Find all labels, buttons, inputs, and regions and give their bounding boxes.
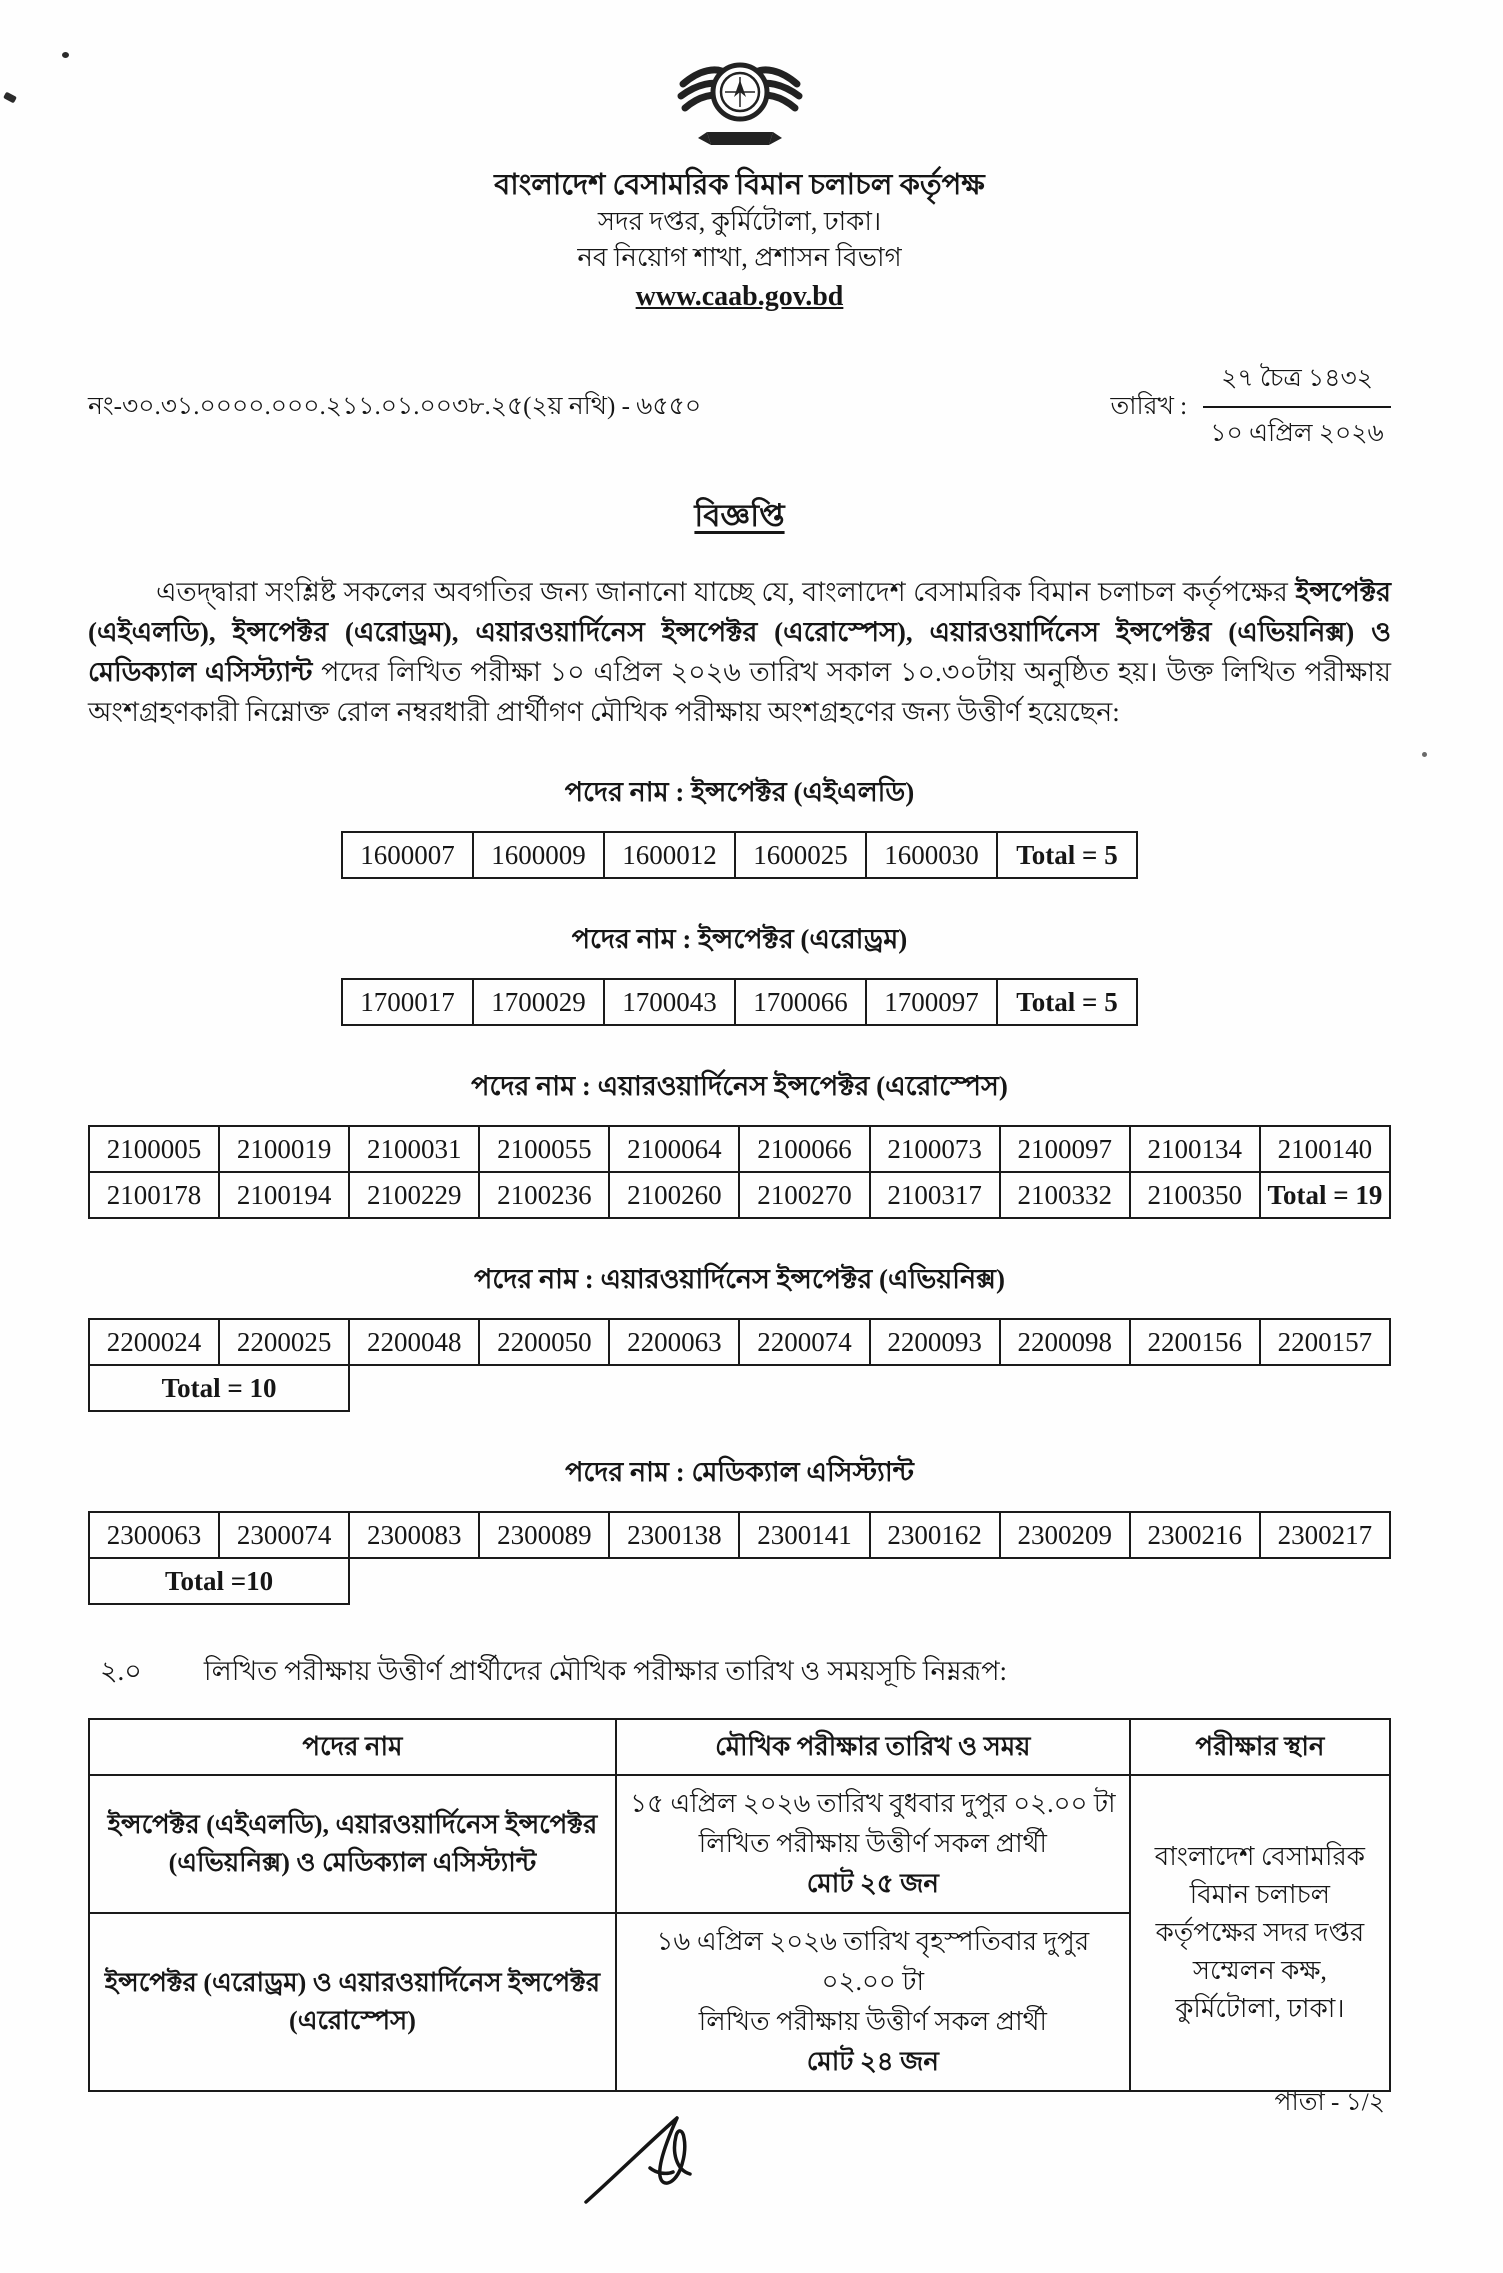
table-row: [89, 1126, 1390, 1172]
table-row: [342, 832, 1137, 878]
roll-cell: 2300209: [1000, 1512, 1130, 1558]
roll-cell: 2100236: [479, 1172, 609, 1218]
roll-cell: 2200024: [89, 1319, 219, 1365]
total-cell: Total = 5: [997, 979, 1137, 1025]
table-header-row: [89, 1719, 1390, 1775]
signature-block: [558, 2108, 1391, 2218]
roll-cell: 2100134: [1130, 1126, 1260, 1172]
roll-cell: 2100229: [349, 1172, 479, 1218]
section-title-avionics: পদের নাম : এয়ারওয়ার্দিনেস ইন্সপেক্টর (এভিয়নিক্স): [474, 1264, 1005, 1294]
venue-cell: বাংলাদেশ বেসামরিক বিমান চলাচল কর্তৃপক্ষের সদর দপ্তর সম্মেলন কক্ষ, কুর্মিটোলা, ঢাকা।: [1130, 1775, 1390, 2091]
signature-mark: [558, 2108, 728, 2213]
scan-artifact-dot: [1422, 752, 1427, 757]
letterhead: [88, 44, 1391, 316]
section-title-aerospace: পদের নাম : এয়ারওয়ার্দিনেস ইন্সপেক্টর (এরোস্পেস): [471, 1071, 1008, 1101]
viva-note: লিখিত পরীক্ষায় উত্তীর্ণ সকল প্রার্থী: [698, 2007, 1047, 2036]
roll-cell: 2100317: [870, 1172, 1000, 1218]
intro-text-2: পদের লিখিত পরীক্ষা ১০ এপ্রিল ২০২৬ তারিখ সকাল ১০.৩০টায় অনুষ্ঠিত হয়। উক্ত লিখিত পরীক্ষায় অংশগ্রহণকারী নিম্নোক্ত রোল নম্বরধারী প্রার্থীগণ মৌখিক পরীক্ষায় অংশগ্রহণের জন্য উত্তীর্ণ হয়েছেন:: [88, 657, 1391, 727]
roll-cell: 2300141: [739, 1512, 869, 1558]
candidate-count: মোট ২৪ জন: [806, 2047, 939, 2076]
roll-cell: 2100031: [349, 1126, 479, 1172]
table-row: [89, 1775, 1390, 1913]
memo-number: নং-৩০.৩১.০০০০.০০০.২১১.০১.০০৩৮.২৫(২য় নথি) - ৬৫৫০: [88, 392, 702, 420]
empty-cell: [349, 1558, 1390, 1604]
date-bengali: ২৭ চৈত্র ১৪৩২: [1203, 358, 1391, 408]
date-block: [1111, 358, 1391, 456]
roll-cell: 2300138: [609, 1512, 739, 1558]
roll-table-aerospace: [88, 1125, 1391, 1219]
roll-cell: 1600012: [604, 832, 735, 878]
roll-cell: 2100005: [89, 1126, 219, 1172]
intro-paragraph: [88, 572, 1391, 732]
column-header-datetime: মৌখিক পরীক্ষার তারিখ ও সময়: [616, 1719, 1130, 1775]
notice-title: বিজ্ঞপ্তি: [694, 498, 785, 533]
table-row: [89, 1558, 1390, 1604]
roll-cell: 2100350: [1130, 1172, 1260, 1218]
empty-cell: [349, 1365, 1390, 1411]
roll-cell: 2200098: [1000, 1319, 1130, 1365]
roll-cell: 2300217: [1260, 1512, 1390, 1558]
viva-note: লিখিত পরীক্ষায় উত্তীর্ণ সকল প্রার্থী: [698, 1829, 1047, 1858]
org-branch: নব নিয়োগ শাখা, প্রশাসন বিভাগ: [577, 243, 902, 272]
viva-schedule-table: [88, 1718, 1391, 2092]
roll-cell: 1600009: [473, 832, 604, 878]
roll-cell: 1700043: [604, 979, 735, 1025]
table-row: [89, 1319, 1390, 1365]
roll-table-aeld: [341, 831, 1138, 879]
roll-cell: 2100270: [739, 1172, 869, 1218]
date-stack: [1203, 358, 1391, 456]
roll-cell: 1700029: [473, 979, 604, 1025]
roll-cell: 1700017: [342, 979, 473, 1025]
table-row: [89, 1512, 1390, 1558]
roll-table-avionics: [88, 1318, 1391, 1412]
roll-cell: 2300089: [479, 1512, 609, 1558]
roll-cell: 1700066: [735, 979, 866, 1025]
table-row: [342, 979, 1137, 1025]
roll-cell: 2200048: [349, 1319, 479, 1365]
roll-cell: 2200074: [739, 1319, 869, 1365]
org-address: সদর দপ্তর, কুর্মিটোলা, ঢাকা।: [597, 207, 882, 236]
roll-cell: 2100178: [89, 1172, 219, 1218]
datetime-cell: [616, 1913, 1130, 2091]
schedule-intro: [88, 1651, 1391, 1696]
viva-date: ১৫ এপ্রিল ২০২৬ তারিখ বুধবার দুপুর ০২.০০ টা: [630, 1789, 1116, 1818]
viva-date: ১৬ এপ্রিল ২০২৬ তারিখ বৃহস্পতিবার দুপুর ০২.০০ টা: [656, 1927, 1090, 1996]
posts-cell: ইন্সপেক্টর (এইএলডি), এয়ারওয়ার্দিনেস ইন্সপেক্টর (এভিয়নিক্স) ও মেডিক্যাল এসিস্ট্যান্ট: [89, 1775, 616, 1913]
total-cell: Total = 5: [997, 832, 1137, 878]
total-cell: Total = 19: [1260, 1172, 1390, 1218]
org-name: বাংলাদেশ বেসামরিক বিমান চলাচল কর্তৃপক্ষ: [494, 169, 985, 201]
date-label: তারিখ :: [1110, 392, 1188, 420]
roll-cell: 2100055: [479, 1126, 609, 1172]
roll-cell: 2100019: [219, 1126, 349, 1172]
roll-cell: 2200157: [1260, 1319, 1390, 1365]
total-cell: Total = 10: [89, 1365, 349, 1411]
roll-cell: 2100260: [609, 1172, 739, 1218]
roll-cell: 2200050: [479, 1319, 609, 1365]
section-title-aeld: পদের নাম : ইন্সপেক্টর (এইএলডি): [564, 777, 915, 807]
roll-cell: 2200063: [609, 1319, 739, 1365]
roll-cell: 2100073: [870, 1126, 1000, 1172]
candidate-count: মোট ২৫ জন: [806, 1869, 939, 1898]
reference-row: [88, 358, 1391, 456]
caab-logo-icon: [665, 44, 815, 156]
column-header-venue: পরীক্ষার স্থান: [1130, 1719, 1390, 1775]
intro-post-names: ইন্সপেক্টর (এইএলডি), ইন্সপেক্টর (এরোড্রম), এয়ারওয়ার্দিনেস ইন্সপেক্টর (এরোস্পেস), এয়ারওয়ার্দিনেস ইন্সপেক্টর (এভিয়নিক্স) ও মেডিক্যাল এসিস্ট্যান্ট: [88, 577, 1391, 687]
roll-cell: 1700097: [866, 979, 997, 1025]
roll-cell: 1600025: [735, 832, 866, 878]
total-cell: Total =10: [89, 1558, 349, 1604]
section-title-aerodrome: পদের নাম : ইন্সপেক্টর (এরোড্রম): [571, 924, 908, 954]
clause-text: লিখিত পরীক্ষায় উত্তীর্ণ প্রার্থীদের মৌখিক পরীক্ষার তারিখ ও সময়সূচি নিম্নরূপ:: [203, 1656, 1008, 1686]
column-header-post: পদের নাম: [89, 1719, 616, 1775]
roll-cell: 2200156: [1130, 1319, 1260, 1365]
date-gregorian: ১০ এপ্রিল ২০২৬: [1210, 420, 1384, 447]
roll-cell: 1600030: [866, 832, 997, 878]
roll-table-aerodrome: [341, 978, 1138, 1026]
clause-number: ২.০: [100, 1656, 142, 1686]
roll-cell: 2300063: [89, 1512, 219, 1558]
scan-artifact-dot: [62, 52, 69, 58]
roll-cell: 2100097: [1000, 1126, 1130, 1172]
roll-cell: 1600007: [342, 832, 473, 878]
roll-cell: 2200093: [870, 1319, 1000, 1365]
roll-cell: 2100194: [219, 1172, 349, 1218]
posts-cell: ইন্সপেক্টর (এরোড্রম) ও এয়ারওয়ার্দিনেস ইন্সপেক্টর (এরোস্পেস): [89, 1913, 616, 2091]
roll-cell: 2300074: [219, 1512, 349, 1558]
roll-cell: 2300216: [1130, 1512, 1260, 1558]
roll-cell: 2100140: [1260, 1126, 1390, 1172]
section-title-medical: পদের নাম : মেডিক্যাল এসিস্ট্যান্ট: [565, 1457, 914, 1487]
org-website: www.caab.gov.bd: [635, 281, 844, 312]
roll-cell: 2200025: [219, 1319, 349, 1365]
roll-cell: 2300162: [870, 1512, 1000, 1558]
table-row: [89, 1365, 1390, 1411]
datetime-cell: [616, 1775, 1130, 1913]
intro-text-1: এতদ্দ্বারা সংশ্লিষ্ট সকলের অবগতির জন্য জানানো যাচ্ছে যে, বাংলাদেশ বেসামরিক বিমান চলাচল কর্তৃপক্ষের: [156, 577, 1296, 607]
roll-cell: 2100332: [1000, 1172, 1130, 1218]
table-row: [89, 1172, 1390, 1218]
roll-cell: 2100064: [609, 1126, 739, 1172]
roll-table-medical: [88, 1511, 1391, 1605]
roll-cell: 2100066: [739, 1126, 869, 1172]
roll-cell: 2300083: [349, 1512, 479, 1558]
page-number: পাতা - ১/২: [1274, 2089, 1385, 2116]
